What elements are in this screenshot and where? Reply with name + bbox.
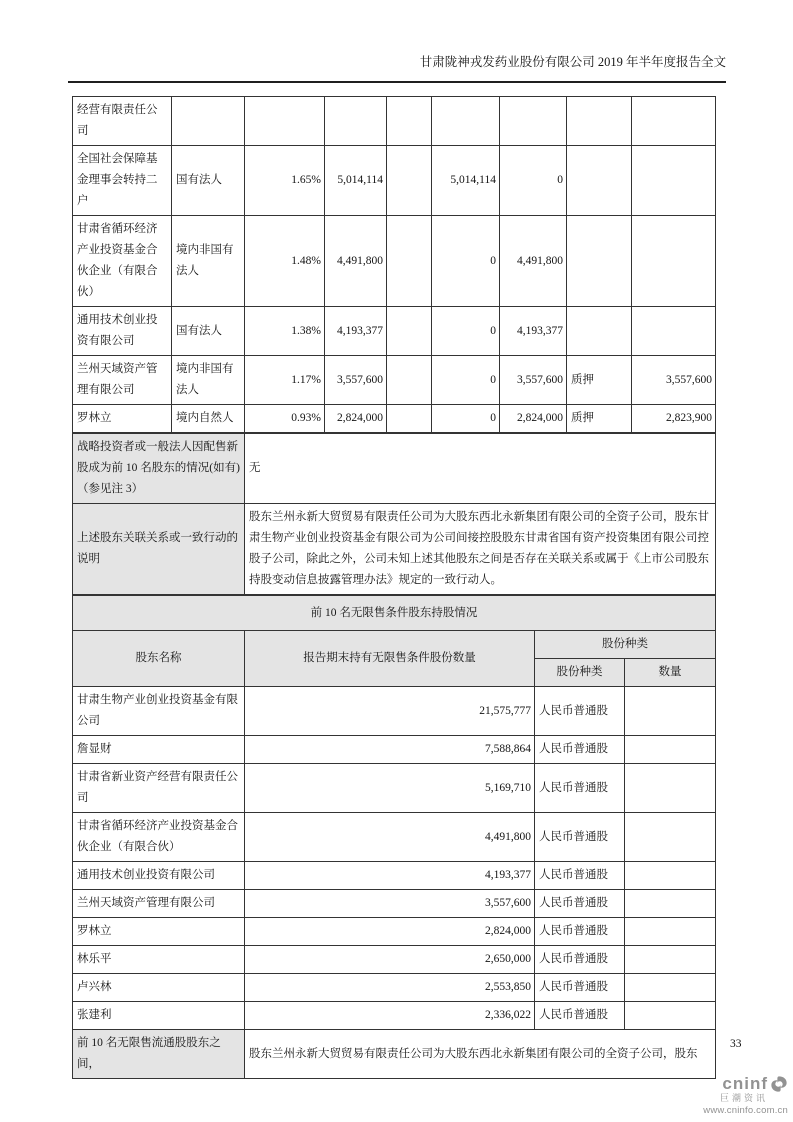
cell-share-class: 人民币普通股 bbox=[535, 687, 625, 736]
cell-shareholder-name: 甘肃省循环经济产业投资基金合伙企业（有限合伙） bbox=[73, 813, 245, 862]
cell-shares-total: 4,193,377 bbox=[325, 307, 387, 356]
cell-shares-total: 3,557,600 bbox=[325, 356, 387, 405]
cell-holding-percent: 0.93% bbox=[245, 405, 325, 434]
cell-share-count bbox=[625, 1002, 716, 1030]
cell-share-class: 人民币普通股 bbox=[535, 736, 625, 764]
report-header-title: 甘肃陇神戎发药业股份有限公司 2019 年半年度报告全文 bbox=[68, 52, 726, 83]
cell-period-change bbox=[387, 146, 432, 216]
cell-pledge-quantity bbox=[632, 216, 716, 307]
cell-share-count bbox=[625, 813, 716, 862]
cell-share-count bbox=[625, 764, 716, 813]
top10-shareholders-table bbox=[72, 96, 716, 595]
cell-shareholder-name: 林乐平 bbox=[73, 946, 245, 974]
cell-restricted-shares: 0 bbox=[432, 307, 500, 356]
cninfo-url: www.cninfo.com.cn bbox=[703, 1105, 788, 1116]
cell-unrestricted-quantity: 4,491,800 bbox=[245, 813, 535, 862]
cell-holding-percent: 1.38% bbox=[245, 307, 325, 356]
cell-share-class: 人民币普通股 bbox=[535, 764, 625, 813]
cell-period-change bbox=[387, 307, 432, 356]
cell-unrestricted-shares: 4,193,377 bbox=[500, 307, 567, 356]
unrestricted-shareholder-row bbox=[73, 1002, 716, 1030]
cell-unrestricted-quantity: 5,169,710 bbox=[245, 764, 535, 813]
cell-shareholder-name: 张建利 bbox=[73, 1002, 245, 1030]
cell-share-class: 人民币普通股 bbox=[535, 862, 625, 890]
cell-unrestricted-shares bbox=[500, 97, 567, 146]
cell-restricted-shares: 5,014,114 bbox=[432, 146, 500, 216]
cell-pledge-quantity: 3,557,600 bbox=[632, 356, 716, 405]
cell-holding-percent: 1.17% bbox=[245, 356, 325, 405]
unrestricted-footer-label: 前 10 名无限售流通股股东之间， bbox=[73, 1030, 245, 1079]
strategic-investors-label: 战略投资者或一般法人因配售新股成为前 10 名股东的情况(如有)（参见注 3） bbox=[73, 433, 245, 504]
cell-pledge-status bbox=[567, 307, 632, 356]
strategic-investors-value: 无 bbox=[245, 433, 716, 504]
cell-shares-total bbox=[325, 97, 387, 146]
cell-shareholder-name: 詹显财 bbox=[73, 736, 245, 764]
cell-unrestricted-quantity: 4,193,377 bbox=[245, 862, 535, 890]
unrestricted-shareholder-row bbox=[73, 890, 716, 918]
strategic-investors-row bbox=[73, 433, 716, 504]
cell-restricted-shares bbox=[432, 97, 500, 146]
cell-shareholder-type: 境内非国有法人 bbox=[172, 216, 245, 307]
cell-shares-total: 5,014,114 bbox=[325, 146, 387, 216]
shareholder-relation-value: 股东兰州永新大贸贸易有限责任公司为大股东西北永新集团有限公司的全资子公司，股东甘肃生物产业创业投资基金有限公司为公司间接控股股东甘肃省国有资产投资集团有限公司控股子公司，除此之外，公司未知上述其他股东之间是否存在关联关系或属于《上市公司股东持股变动信息披露管理办法》规定的一致行动人。 bbox=[245, 504, 716, 595]
shareholder-relation-row bbox=[73, 504, 716, 595]
cell-pledge-quantity bbox=[632, 146, 716, 216]
cell-share-count bbox=[625, 862, 716, 890]
cell-share-count bbox=[625, 974, 716, 1002]
cell-share-class: 人民币普通股 bbox=[535, 1002, 625, 1030]
unrestricted-shareholder-row bbox=[73, 918, 716, 946]
cell-unrestricted-quantity: 2,824,000 bbox=[245, 918, 535, 946]
shareholder-row bbox=[73, 307, 716, 356]
cell-unrestricted-quantity: 3,557,600 bbox=[245, 890, 535, 918]
column-header-count: 数量 bbox=[625, 659, 716, 687]
page-number: 33 bbox=[730, 1038, 742, 1050]
cell-shareholder-name: 兰州天域资产管理有限公司 bbox=[73, 890, 245, 918]
cninfo-caption: 巨潮资讯 bbox=[719, 1093, 768, 1103]
cell-unrestricted-quantity: 7,588,864 bbox=[245, 736, 535, 764]
cell-share-count bbox=[625, 890, 716, 918]
cell-shareholder-name: 罗林立 bbox=[73, 918, 245, 946]
cell-shareholder-type: 国有法人 bbox=[172, 307, 245, 356]
unrestricted-shareholder-row bbox=[73, 974, 716, 1002]
cell-shareholder-name: 甘肃省循环经济产业投资基金合伙企业（有限合伙） bbox=[73, 216, 172, 307]
column-header-unrestricted-qty: 报告期末持有无限售条件股份数量 bbox=[245, 631, 535, 687]
shareholder-row bbox=[73, 356, 716, 405]
section-title: 前 10 名无限售条件股东持股情况 bbox=[73, 595, 716, 631]
cell-pledge-status: 质押 bbox=[567, 405, 632, 434]
cell-shareholder-type: 境内自然人 bbox=[172, 405, 245, 434]
cninfo-logo bbox=[672, 1074, 788, 1116]
unrestricted-footer-row bbox=[73, 1030, 716, 1079]
cell-unrestricted-quantity: 2,650,000 bbox=[245, 946, 535, 974]
cell-shareholder-name: 全国社会保障基金理事会转持二户 bbox=[73, 146, 172, 216]
cell-unrestricted-shares: 4,491,800 bbox=[500, 216, 567, 307]
cell-holding-percent: 1.48% bbox=[245, 216, 325, 307]
cell-restricted-shares: 0 bbox=[432, 216, 500, 307]
column-header-share-class-group: 股份种类 bbox=[535, 631, 716, 659]
cell-pledge-quantity: 2,823,900 bbox=[632, 405, 716, 434]
cell-holding-percent bbox=[245, 97, 325, 146]
cell-share-count bbox=[625, 946, 716, 974]
cell-share-class: 人民币普通股 bbox=[535, 890, 625, 918]
cell-shares-total: 4,491,800 bbox=[325, 216, 387, 307]
cell-pledge-status bbox=[567, 97, 632, 146]
shareholder-relation-label: 上述股东关联关系或一致行动的说明 bbox=[73, 504, 245, 595]
unrestricted-shareholder-row bbox=[73, 764, 716, 813]
cell-share-class: 人民币普通股 bbox=[535, 974, 625, 1002]
cell-pledge-status bbox=[567, 216, 632, 307]
unrestricted-shareholder-row bbox=[73, 946, 716, 974]
column-header-share-class: 股份种类 bbox=[535, 659, 625, 687]
cell-unrestricted-shares: 3,557,600 bbox=[500, 356, 567, 405]
top10-unrestricted-shareholders-table bbox=[72, 594, 716, 1079]
cell-shareholder-name: 卢兴林 bbox=[73, 974, 245, 1002]
unrestricted-footer-value: 股东兰州永新大贸贸易有限责任公司为大股东西北永新集团有限公司的全资子公司，股东 bbox=[245, 1030, 716, 1079]
cninfo-swirl-icon bbox=[770, 1075, 788, 1093]
cell-period-change bbox=[387, 216, 432, 307]
cell-share-count bbox=[625, 687, 716, 736]
unrestricted-shareholder-row bbox=[73, 687, 716, 736]
shareholder-row bbox=[73, 405, 716, 434]
cell-shareholder-name: 通用技术创业投资有限公司 bbox=[73, 307, 172, 356]
cell-share-class: 人民币普通股 bbox=[535, 813, 625, 862]
cell-shareholder-type: 国有法人 bbox=[172, 146, 245, 216]
cell-period-change bbox=[387, 405, 432, 434]
section-title-row bbox=[73, 595, 716, 631]
cell-unrestricted-shares: 0 bbox=[500, 146, 567, 216]
cell-restricted-shares: 0 bbox=[432, 405, 500, 434]
cell-shareholder-type: 境内非国有法人 bbox=[172, 356, 245, 405]
shareholder-row bbox=[73, 216, 716, 307]
cell-share-class: 人民币普通股 bbox=[535, 946, 625, 974]
cell-shareholder-name: 经营有限责任公司 bbox=[73, 97, 172, 146]
cell-shares-total: 2,824,000 bbox=[325, 405, 387, 434]
unrestricted-shareholder-row bbox=[73, 813, 716, 862]
cell-shareholder-type bbox=[172, 97, 245, 146]
shareholder-row bbox=[73, 146, 716, 216]
cell-pledge-quantity bbox=[632, 307, 716, 356]
shareholder-tables bbox=[72, 96, 716, 1079]
cell-holding-percent: 1.65% bbox=[245, 146, 325, 216]
cell-unrestricted-quantity: 2,336,022 bbox=[245, 1002, 535, 1030]
unrestricted-shareholder-row bbox=[73, 862, 716, 890]
cell-shareholder-name: 甘肃省新业资产经营有限责任公司 bbox=[73, 764, 245, 813]
cell-restricted-shares: 0 bbox=[432, 356, 500, 405]
cell-period-change bbox=[387, 356, 432, 405]
cell-unrestricted-quantity: 2,553,850 bbox=[245, 974, 535, 1002]
cell-shareholder-name: 兰州天域资产管理有限公司 bbox=[73, 356, 172, 405]
cell-unrestricted-quantity: 21,575,777 bbox=[245, 687, 535, 736]
cell-shareholder-name: 甘肃生物产业创业投资基金有限公司 bbox=[73, 687, 245, 736]
cell-shareholder-name: 罗林立 bbox=[73, 405, 172, 434]
shareholder-row bbox=[73, 97, 716, 146]
cninfo-brand-text: cninf bbox=[722, 1074, 768, 1093]
unrestricted-shareholder-row bbox=[73, 736, 716, 764]
cell-pledge-status bbox=[567, 146, 632, 216]
cell-share-count bbox=[625, 918, 716, 946]
cell-share-class: 人民币普通股 bbox=[535, 918, 625, 946]
cell-unrestricted-shares: 2,824,000 bbox=[500, 405, 567, 434]
cell-shareholder-name: 通用技术创业投资有限公司 bbox=[73, 862, 245, 890]
cell-period-change bbox=[387, 97, 432, 146]
column-header-row bbox=[73, 631, 716, 659]
column-header-shareholder-name: 股东名称 bbox=[73, 631, 245, 687]
cell-pledge-status: 质押 bbox=[567, 356, 632, 405]
cell-share-count bbox=[625, 736, 716, 764]
cell-pledge-quantity bbox=[632, 97, 716, 146]
